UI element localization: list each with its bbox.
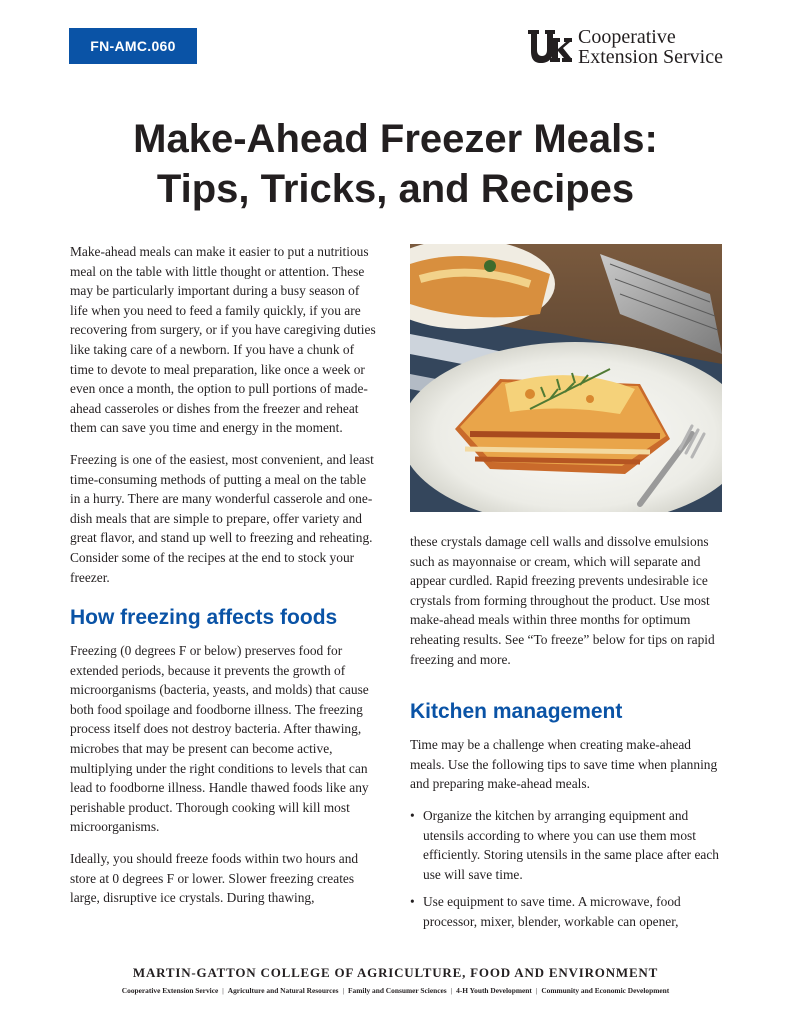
freezing-paragraph-2-continued: these crystals damage cell walls and dissolve emulsions such as mayonnaise or cream, which will separate and appear curdled. Rapid freezing prevents undesirable ice crystals from forming throughout the product. Use most make-ahead meals within three months for optimum reheating results. See “To freeze” below for tips on rapid freezing and more. [410,534,715,667]
title-line-2: Tips, Tricks, and Recipes [156,167,635,211]
freezing-paragraph-1: Freezing (0 degrees F or below) preserves food for extended periods, because it prevents the growth of microorganisms (bacteria, yeasts, and molds) that cause both food spoilage and foodborne illness. The freezing process itself does not destroy bacteria. After thawing, microbes that may be present can become active, multiplying under the right conditions to levels that can lead to foodborne illness. Handle thawed foods like any perishable product. Thorough cooking will kill most microorganisms. [70,643,369,835]
footer-link[interactable]: Family and Consumer Sciences [348,986,447,995]
uk-monogram-icon [526,28,572,66]
left-column [70,242,378,920]
separator: | [342,986,345,995]
freezing-paragraph-2: Ideally, you should freeze foods within two hours and store at 0 degrees F or lower. Slower freezing creates large, disruptive ice crystals. During thawing, [70,851,359,906]
title-line-1: Make-Ahead Freezer Meals: [133,117,658,161]
kitchen-intro: Time may be a challenge when creating make-ahead meals. Use the following tips to save time when planning and preparing make-ahead meals. [410,737,718,792]
kitchen-tips-list [410,806,724,932]
extension-logo-text [578,27,723,67]
logo-line-1: Cooperative [578,26,676,48]
intro-paragraph-2: Freezing is one of the easiest, most convenient, and least time-consuming methods of putting a meal on the table in a hurry. There are many wonderful casserole and one-dish meals that are simple to prepare, offer variety and great flavor, and stand up well to freezing and reheating. Consider some of the recipes at the end to stock your freezer. [70,451,374,585]
right-column [410,532,724,940]
footer-link[interactable]: Agriculture and Natural Resources [227,986,339,995]
list-item: • Use equipment to save time. A microwave, food processor, mixer, blender, workable can opener, [410,892,724,931]
publication-code-badge: FN-AMC.060 [69,28,197,64]
freezing-heading: How freezing affects foods [70,606,338,630]
lasagna-photo [410,244,722,512]
separator: | [450,986,453,995]
footer-program-links [0,986,791,995]
kitchen-heading: Kitchen management [410,700,623,724]
page-title [40,114,751,214]
separator: | [222,986,224,995]
college-name: MARTIN-GATTON COLLEGE OF AGRICULTURE, FOOD AND ENVIRONMENT [132,965,659,980]
separator: | [535,986,538,995]
footer-link[interactable]: 4-H Youth Development [456,986,532,995]
footer-link[interactable]: Community and Economic Development [541,986,670,995]
logo-line-2: Extension Service [578,46,723,68]
extension-logo [526,26,723,68]
footer-link[interactable]: Cooperative Extension Service [121,986,219,995]
intro-paragraph-1: Make-ahead meals can make it easier to put a nutritious meal on the table with little thought or attention. These may be particularly important during a busy season of life when you need to feed a family quickly, if you are recovering from surgery, or if you have caregiving duties like taking care of a newborn. If you have a chunk of time to devote to meal preparation, like once a week or even once a month, the option to pull portions of made-ahead casseroles or dishes from the freezer and reheat them can save you time and energy in the moment. [70,244,376,436]
list-item: • Organize the kitchen by arranging equipment and utensils according to where you can use them most efficiently. Storing utensils in the same place after each use will save time. [410,806,724,884]
